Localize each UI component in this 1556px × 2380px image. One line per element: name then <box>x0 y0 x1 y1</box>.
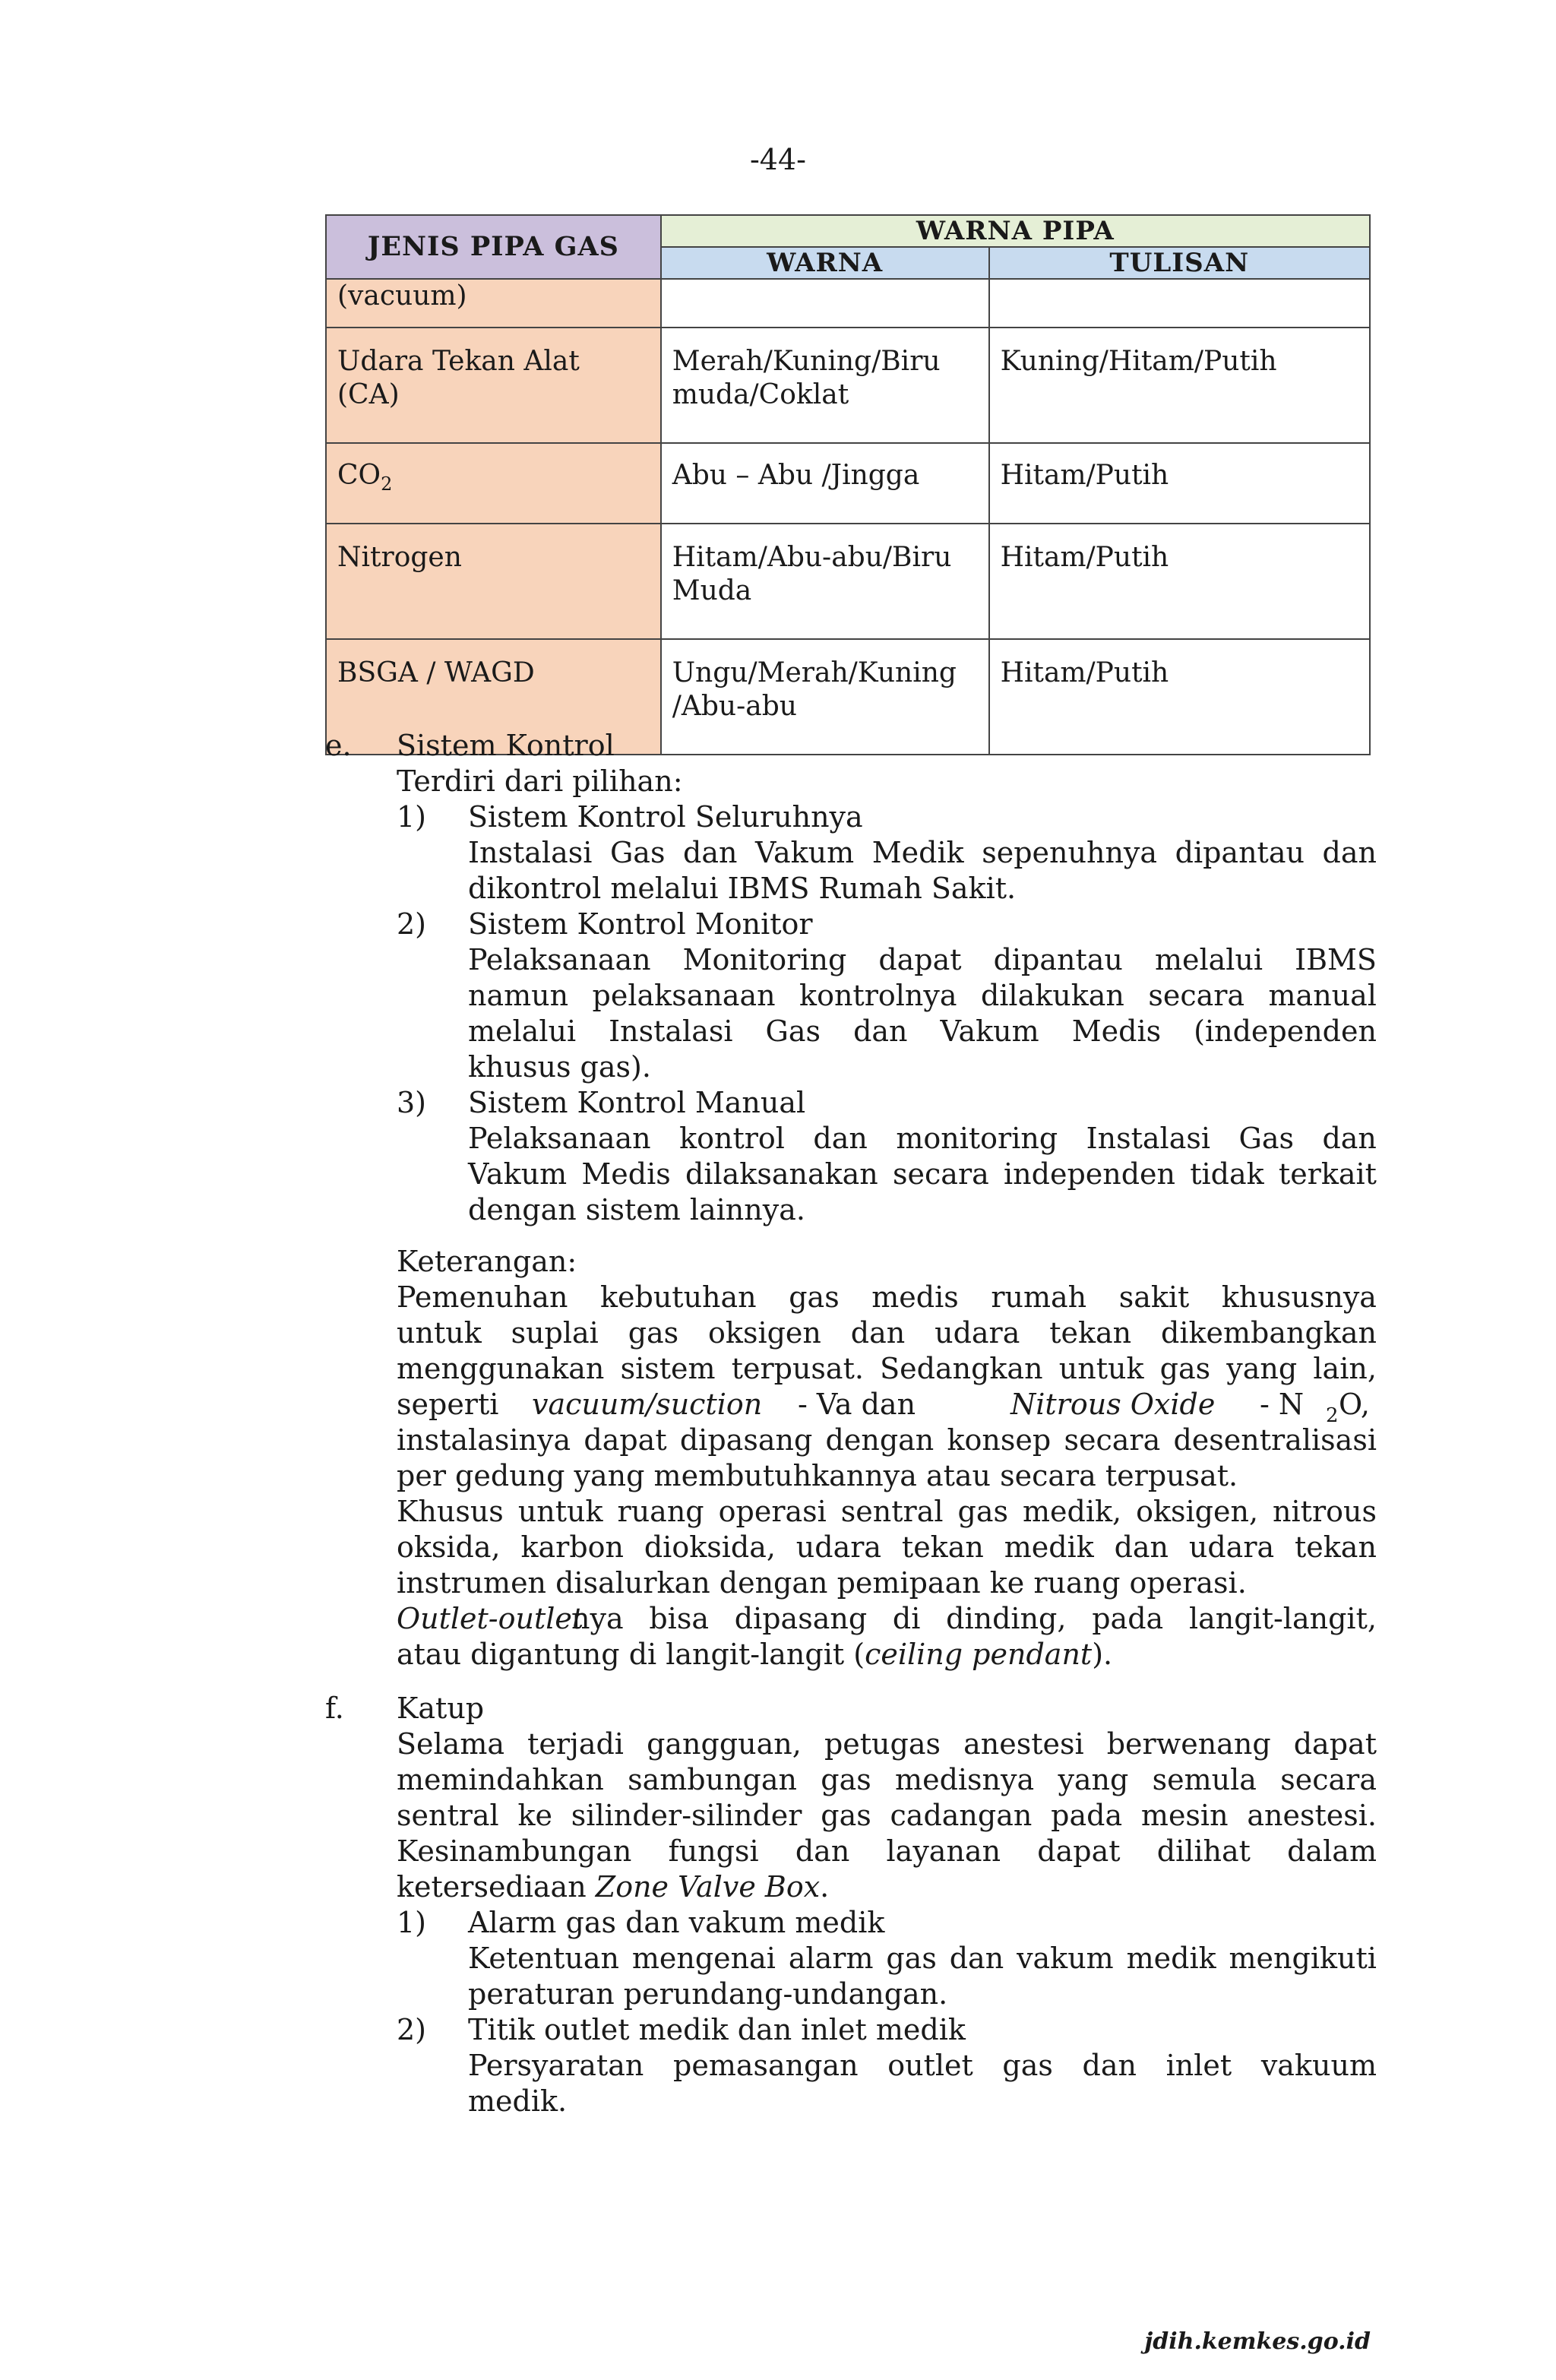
keterangan-label: Keterangan: <box>397 1245 577 1278</box>
paragraph-line: peraturan perundang-undangan. <box>468 1977 948 2011</box>
pipe-color: Hitam/Abu-abu/Biru Muda <box>661 524 989 639</box>
paragraph-line: Pemenuhan kebutuhan gas medis rumah sakit khususnya <box>397 1280 1377 1314</box>
paragraph-line: dikontrol melalui IBMS Rumah Sakit. <box>468 872 1017 905</box>
term-ceiling-pendant: ceiling pendant <box>865 1638 1093 1671</box>
gas-name: BSGA / WAGD <box>326 639 661 755</box>
paragraph-line: menggunakan sistem terpusat. Sedangkan untuk gas yang lain, <box>397 1352 1377 1385</box>
paragraph-line: untuk suplai gas oksigen dan udara tekan dikembangkan <box>397 1316 1377 1350</box>
pipe-color <box>661 279 989 328</box>
header-warna-pipa: WARNA PIPA <box>661 215 1370 247</box>
section-title: Sistem Kontrol <box>397 729 615 762</box>
paragraph-line: per gedung yang membutuhkannya atau secara terpusat. <box>397 1459 1238 1492</box>
paragraph-line: Persyaratan pemasangan outlet gas dan inlet vakuum <box>468 2049 1377 2082</box>
paragraph-line: Pelaksanaan kontrol dan monitoring Instalasi Gas dan <box>468 1122 1377 1155</box>
gas-name: (vacuum) <box>326 279 661 328</box>
paragraph-line: sentral ke silinder-silinder gas cadangan pada mesin anestesi. <box>397 1799 1377 1832</box>
gas-name: $CO_2$ <box>326 443 661 524</box>
table-row <box>326 443 1370 524</box>
table-header-row <box>326 215 1370 247</box>
table-row <box>326 279 1370 328</box>
item-title: Alarm gas dan vakum medik <box>468 1906 885 1939</box>
item-title: Titik outlet medik dan inlet medik <box>468 2013 966 2046</box>
paragraph-line: ketersediaan Zone Valve Box. <box>397 1870 830 1904</box>
pipe-color: Ungu/Merah/Kuning /Abu-abu <box>661 639 989 755</box>
section-marker: f. <box>325 1692 344 1725</box>
subscript-2: 2 <box>1326 1404 1339 1427</box>
paragraph-line: Ketentuan mengenai alarm gas dan vakum medik mengikuti <box>468 1942 1377 1975</box>
page-number: -44- <box>749 143 807 176</box>
section-title: Katup <box>397 1692 485 1725</box>
item-number: 2) <box>397 2013 427 2046</box>
pipe-color: Abu – Abu /Jingga <box>661 443 989 524</box>
paragraph-line: Kesinambungan fungsi dan layanan dapat dilihat dalam <box>397 1834 1377 1868</box>
paragraph-line: instrumen disalurkan dengan pemipaan ke ruang operasi. <box>397 1566 1247 1600</box>
term-outlet: Outlet-outlet <box>397 1602 584 1635</box>
pipe-color: Merah/Kuning/Biru muda/Coklat <box>661 328 989 443</box>
item-number: 3) <box>397 1086 427 1119</box>
pipe-text-color <box>989 279 1370 328</box>
section-marker: e. <box>325 729 352 762</box>
paragraph-line: seperti <box>397 1388 499 1421</box>
gas-pipe-table <box>325 214 1371 755</box>
term-zone-valve-box: Zone Valve Box <box>595 1870 821 1904</box>
item-number: 2) <box>397 907 427 941</box>
table-row <box>326 524 1370 639</box>
header-tulisan: TULISAN <box>989 247 1370 279</box>
item-title: Sistem Kontrol Monitor <box>468 907 813 941</box>
paragraph-line: - Va dan <box>798 1388 916 1421</box>
paragraph-line: Selama terjadi gangguan, petugas anestesi berwenang dapat <box>397 1727 1377 1761</box>
header-jenis-pipa-gas: JENIS PIPA GAS <box>326 215 661 279</box>
paragraph-line: instalasinya dapat dipasang dengan konsep secara desentralisasi <box>397 1423 1377 1457</box>
gas-name: Udara Tekan Alat (CA) <box>326 328 661 443</box>
section-intro: Terdiri dari pilihan: <box>397 764 683 798</box>
paragraph-line: khusus gas). <box>468 1050 651 1084</box>
paragraph-line: dengan sistem lainnya. <box>468 1193 805 1226</box>
footer-url[interactable]: jdih.kemkes.go.id <box>1144 2328 1371 2355</box>
paragraph-line: Khusus untuk ruang operasi sentral gas medik, oksigen, nitrous <box>397 1495 1377 1528</box>
paragraph-line: O, <box>1339 1388 1371 1421</box>
paragraph-line: nya bisa dipasang di dinding, pada langit-langit, <box>571 1602 1377 1635</box>
pipe-text-color: Hitam/Putih <box>989 443 1370 524</box>
paragraph-line: memindahkan sambungan gas medisnya yang semula secara <box>397 1763 1377 1796</box>
term-nitrous-oxide: Nitrous Oxide <box>1010 1388 1216 1421</box>
pipe-text-color: Hitam/Putih <box>989 639 1370 755</box>
paragraph-line: Pelaksanaan Monitoring dapat dipantau melalui IBMS <box>468 943 1377 976</box>
pipe-text-color: Kuning/Hitam/Putih <box>989 328 1370 443</box>
paragraph-line: oksida, karbon dioksida, udara tekan medik dan udara tekan <box>397 1530 1377 1564</box>
item-title: Sistem Kontrol Seluruhnya <box>468 800 863 834</box>
paragraph-line: Vakum Medis dilaksanakan secara independen tidak terkait <box>468 1157 1377 1191</box>
paragraph-line: namun pelaksanaan kontrolnya dilakukan secara manual <box>468 979 1377 1012</box>
term-vacuum-suction: vacuum/suction <box>532 1388 763 1421</box>
item-number: 1) <box>397 1906 427 1939</box>
item-title: Sistem Kontrol Manual <box>468 1086 806 1119</box>
table-row <box>326 328 1370 443</box>
pipe-text-color: Hitam/Putih <box>989 524 1370 639</box>
paragraph-line: melalui Instalasi Gas dan Vakum Medis (independen <box>468 1014 1377 1048</box>
item-number: 1) <box>397 800 427 834</box>
paragraph-line: - N <box>1260 1388 1305 1421</box>
gas-name: Nitrogen <box>326 524 661 639</box>
paragraph-line: atau digantung di langit-langit (ceiling pendant). <box>397 1638 1113 1671</box>
header-warna: WARNA <box>661 247 989 279</box>
paragraph-line: medik. <box>468 2084 568 2118</box>
paragraph-line: Instalasi Gas dan Vakum Medik sepenuhnya dipantau dan <box>468 836 1377 869</box>
